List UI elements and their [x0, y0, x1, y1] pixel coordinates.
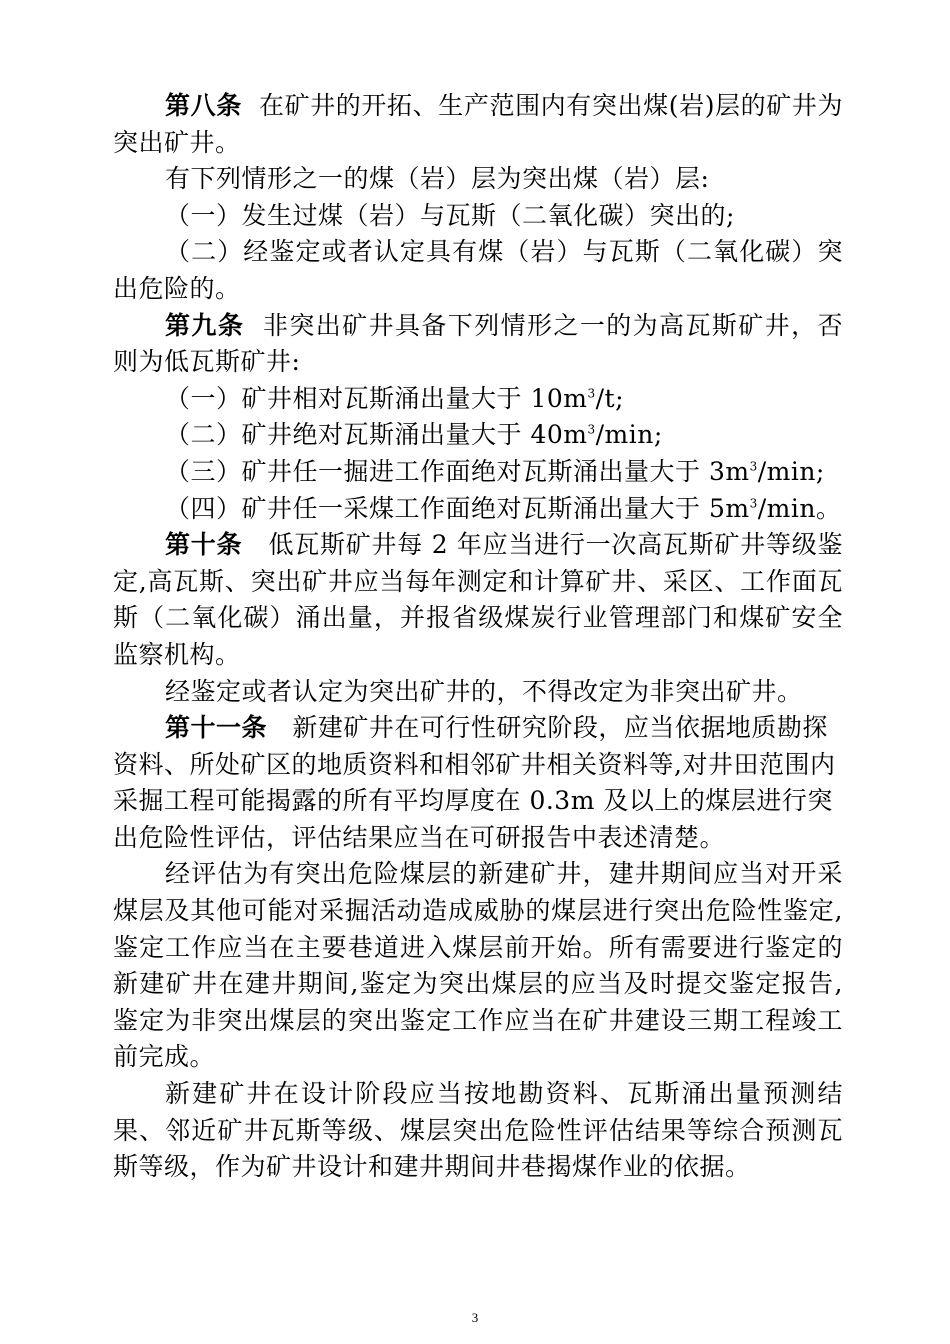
- article-9-text: 非突出矿井具备下列情形之一的为高瓦斯矿井，否则为低瓦斯矿井:: [113, 310, 843, 377]
- article-9-item-4-text: （四）矿井任一采煤工作面绝对瓦斯涌出量大于 5m: [165, 493, 750, 523]
- cubic-superscript: 3: [749, 496, 758, 511]
- article-9-item-3-text: （三）矿井任一掘进工作面绝对瓦斯涌出量大于 3m: [165, 456, 750, 486]
- article-11-line-2: 资料、所处矿区的地质资料和相邻矿井相关资料等,对井田范围内: [113, 749, 836, 779]
- article-9-item-1-text: （一）矿井相对瓦斯涌出量大于 10m: [165, 383, 588, 413]
- cubic-superscript: 3: [749, 459, 758, 474]
- article-9-item-2: [113, 417, 843, 454]
- cubic-superscript: 3: [587, 386, 596, 401]
- article-10-heading: 第十条: [165, 530, 243, 560]
- article-11-paragraph-2: 经评估为有突出危险煤层的新建矿井，建井期间应当对开采煤层及其他可能对采掘活动造成威胁的煤层进行突出危险性鉴定,鉴定工作应当在主要巷道进入煤层前开始。所有需要进行鉴定的新建矿井在建井期间,鉴定为突出煤层的应当及时提交鉴定报告,鉴定为非突出煤层的突出鉴定工作应当在矿井建设三期工程竣工前完成。: [113, 859, 843, 1072]
- article-9-item-1-unit: /t;: [595, 383, 625, 413]
- page-number: 3: [471, 1310, 479, 1325]
- article-9-item-1: [113, 381, 843, 418]
- article-10-paragraph: [113, 527, 843, 673]
- article-8-heading: 第八条: [165, 91, 242, 120]
- article-9-paragraph: [113, 308, 843, 381]
- article-9-item-3-unit: /min;: [757, 456, 825, 486]
- article-8-paragraph: [113, 88, 843, 161]
- article-9-item-2-unit: /min;: [595, 420, 663, 450]
- article-11-line-3: 采掘工程可能揭露的所有平均厚度在 0.3m 及以上的煤层进行突: [113, 786, 833, 816]
- article-8-item-1: （一）发生过煤（岩）与瓦斯（二氧化碳）突出的;: [165, 200, 735, 230]
- article-10-text: 低瓦斯矿井每 2 年应当进行一次高瓦斯矿井等级鉴定,高瓦斯、突出矿井应当每年测定和计算矿井、采区、工作面瓦斯（二氧化碳）涌出量，并报省级煤炭行业管理部门和煤矿安全监察机构。: [113, 530, 843, 669]
- article-8-condition-intro: 有下列情形之一的煤（岩）层为突出煤（岩）层:: [165, 164, 710, 194]
- article-10-note: 经鉴定或者认定为突出矿井的，不得改定为非突出矿井。: [165, 676, 803, 706]
- document-body: [113, 88, 843, 1186]
- article-8-text: 在矿井的开拓、生产范围内有突出煤(岩)层的矿井为突出矿井。: [113, 91, 843, 157]
- article-11-heading: 第十一条: [165, 713, 268, 743]
- article-9-item-4: [113, 491, 843, 528]
- article-9-item-2-text: （二）矿井绝对瓦斯涌出量大于 40m: [165, 420, 588, 450]
- article-11-paragraph-3: 新建矿井在设计阶段应当按地勘资料、瓦斯涌出量预测结果、邻近矿井瓦斯等级、煤层突出危险性评估结果等综合预测瓦斯等级，作为矿井设计和建井期间井巷揭煤作业的依据。: [113, 1079, 843, 1182]
- article-9-heading: 第九条: [165, 310, 245, 340]
- cubic-superscript: 3: [587, 423, 596, 438]
- article-11-line-1: 新建矿井在可行性研究阶段，应当依据地质勘探: [292, 713, 828, 743]
- article-8-item-2: （二）经鉴定或者认定具有煤（岩）与瓦斯（二氧化碳）突出危险的。: [113, 237, 843, 303]
- article-11-paragraph: [113, 710, 843, 856]
- article-11-line-4: 出危险性评估，评估结果应当在可研报告中表述清楚。: [113, 822, 726, 852]
- article-9-item-3: [113, 454, 843, 491]
- article-9-item-4-unit: /min。: [757, 493, 842, 523]
